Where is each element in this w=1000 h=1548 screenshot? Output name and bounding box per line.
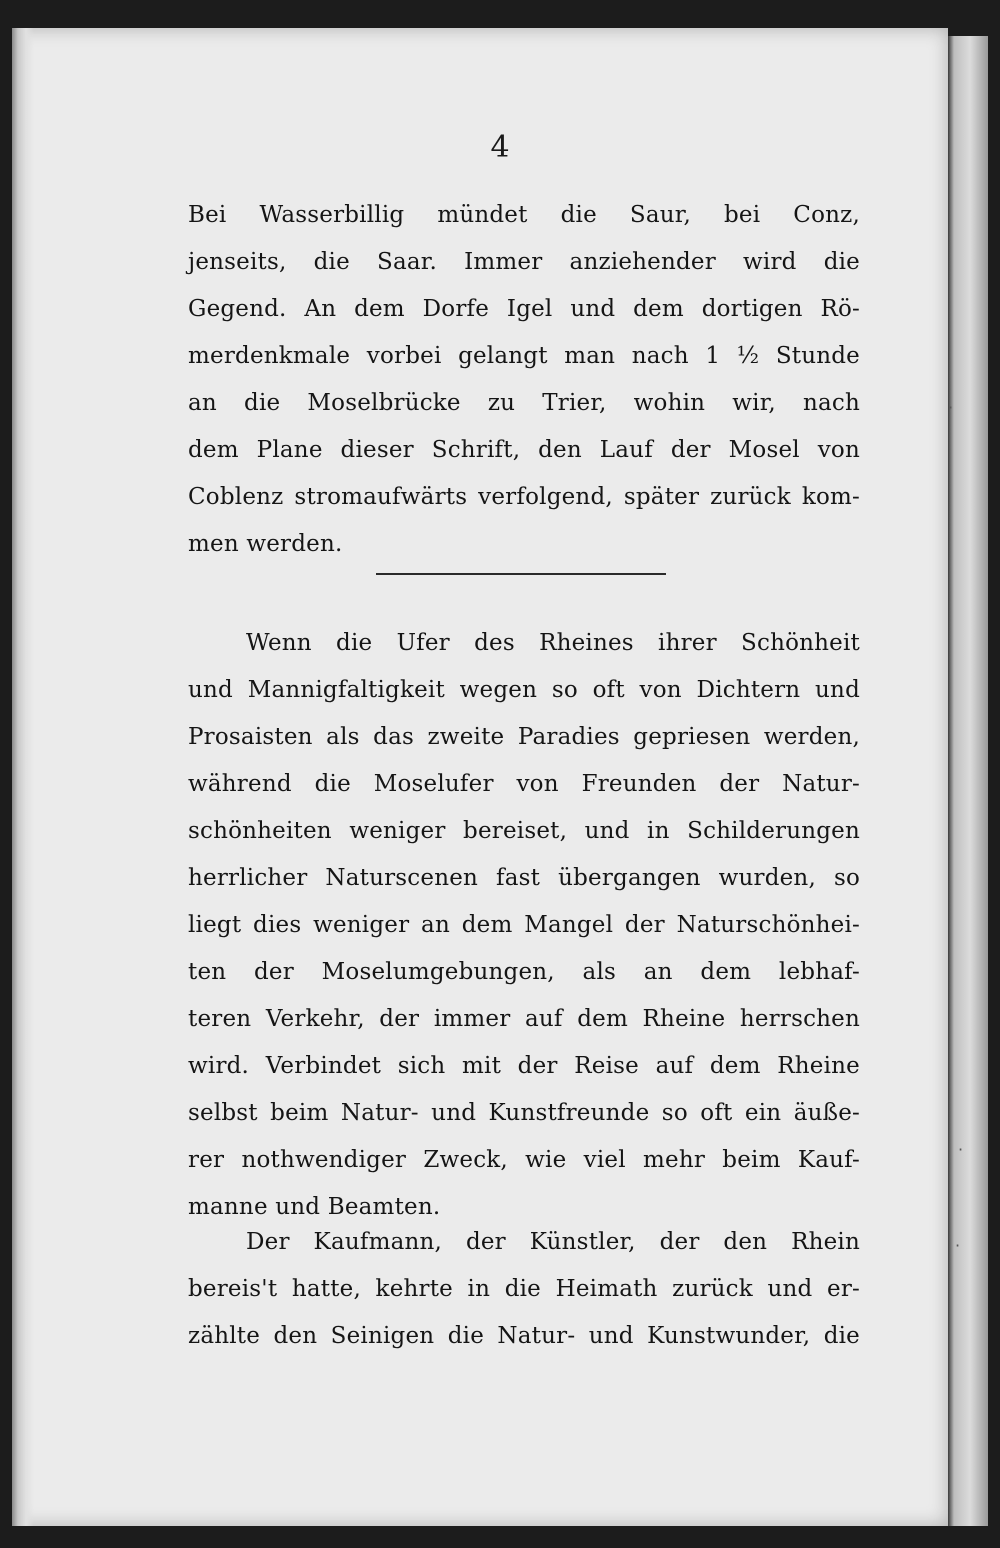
paragraph-2	[188, 620, 860, 1231]
paragraph-3	[188, 1219, 860, 1360]
text-line: wird. Verbindet sich mit der Reise auf dem Rheine	[188, 1053, 860, 1079]
text-line: liegt dies weniger an dem Mangel der Naturschönhei-	[188, 912, 860, 938]
text-line: Gegend. An dem Dorfe Igel und dem dortigen Rö-	[188, 296, 860, 322]
text-line: Der Kaufmann, der Künstler, der den Rhein	[246, 1229, 860, 1255]
text-line: schönheiten weniger bereiset, und in Schilderungen	[188, 818, 860, 844]
text-line: rer nothwendiger Zweck, wie viel mehr beim Kauf-	[188, 1147, 860, 1173]
ink-speck: ·	[948, 398, 954, 417]
text-line: jenseits, die Saar. Immer anziehender wird die	[188, 249, 860, 275]
text-line: Wenn die Ufer des Rheines ihrer Schönheit	[246, 630, 860, 656]
text-line: dem Plane dieser Schrift, den Lauf der Mosel von	[188, 437, 860, 463]
next-page-edge	[948, 36, 988, 1526]
text-line: ten der Moselumgebungen, als an dem lebhaf-	[188, 959, 860, 985]
text-line: selbst beim Natur- und Kunstfreunde so oft ein äuße-	[188, 1100, 860, 1126]
text-line: Bei Wasserbillig mündet die Saur, bei Conz,	[188, 202, 860, 228]
text-line: manne und Beamten.	[188, 1194, 441, 1220]
text-line: Prosaisten als das zweite Paradies gepriesen werden,	[188, 724, 860, 750]
text-line: Coblenz stromaufwärts verfolgend, später zurück kom-	[188, 484, 860, 510]
ink-speck: ·	[958, 1140, 964, 1159]
paragraph-1	[188, 192, 860, 568]
text-line: merdenkmale vorbei gelangt man nach 1 ½ Stunde	[188, 343, 860, 369]
page-number: 4	[490, 130, 510, 165]
text-line: während die Moselufer von Freunden der Natur-	[188, 771, 860, 797]
section-separator-rule	[376, 573, 666, 575]
text-line: und Mannigfaltigkeit wegen so oft von Dichtern und	[188, 677, 860, 703]
ink-speck: ·	[955, 1236, 961, 1255]
text-line: bereis't hatte, kehrte in die Heimath zurück und er-	[188, 1276, 860, 1302]
text-line: zählte den Seinigen die Natur- und Kunstwunder, die	[188, 1323, 860, 1349]
text-line: men werden.	[188, 531, 343, 557]
text-line: an die Moselbrücke zu Trier, wohin wir, nach	[188, 390, 860, 416]
page-binding-shadow	[12, 28, 34, 1526]
text-line: herrlicher Naturscenen fast übergangen wurden, so	[188, 865, 860, 891]
text-line: teren Verkehr, der immer auf dem Rheine herrschen	[188, 1006, 860, 1032]
